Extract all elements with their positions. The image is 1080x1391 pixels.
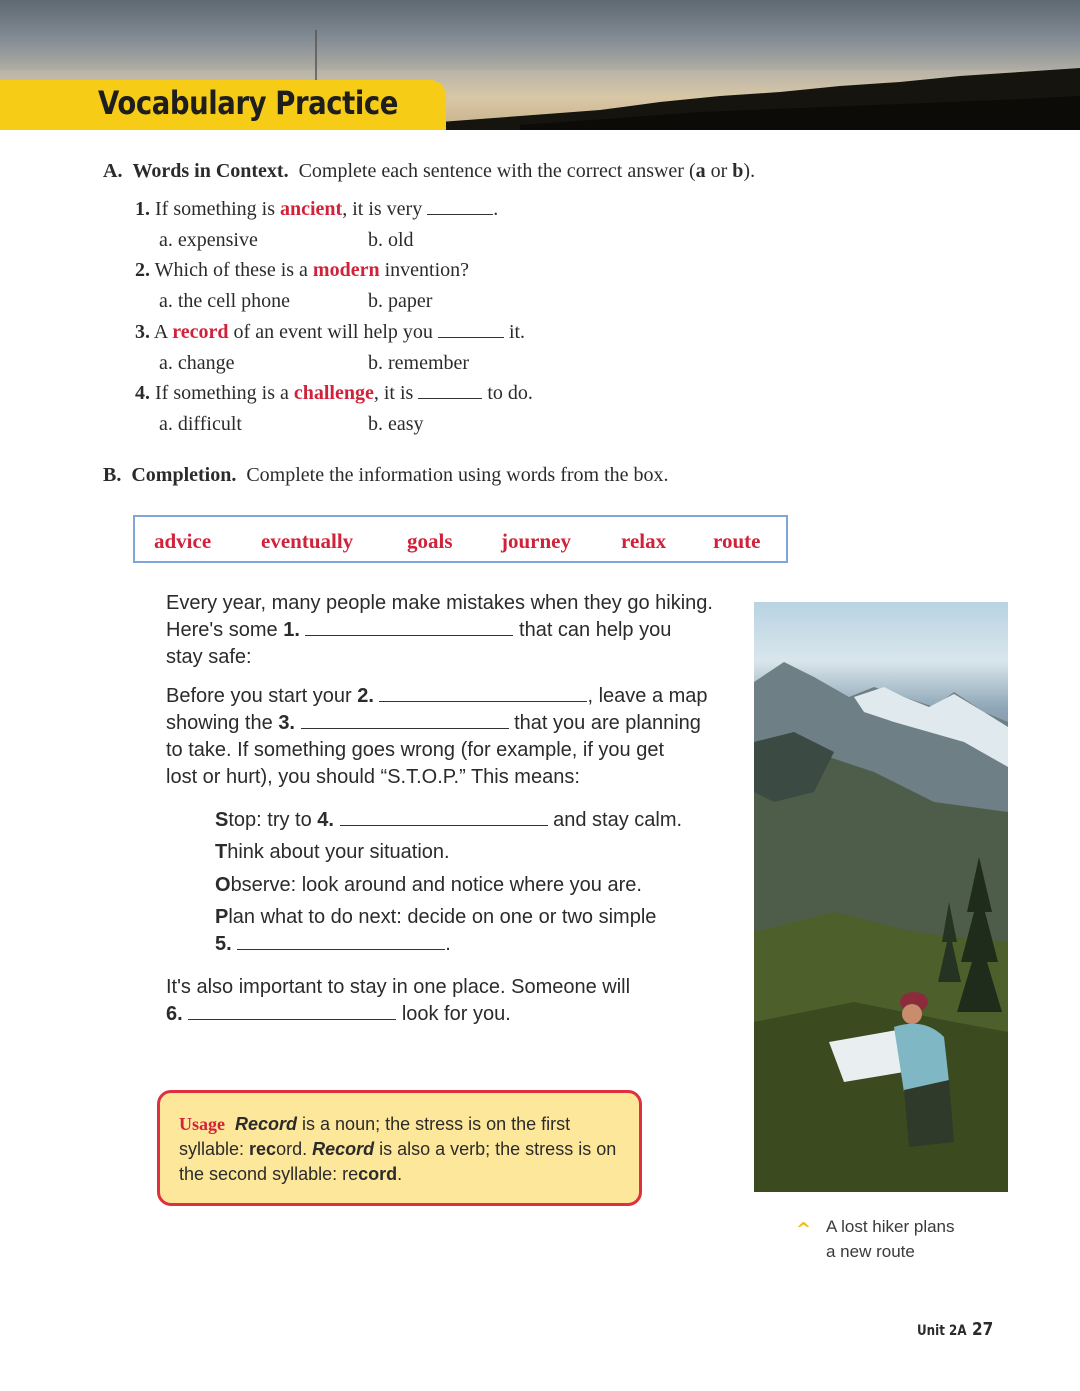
step-text: .: [445, 933, 451, 955]
section-b-heading: Completion.: [131, 464, 237, 486]
usage-line-3: [179, 1164, 402, 1185]
option-a: a. expensive: [159, 229, 258, 251]
step-text: and stay calm.: [553, 809, 683, 831]
passage-text: , leave a map: [587, 685, 708, 707]
caret-up-icon: ^: [796, 1219, 812, 1240]
vocab-word: modern: [312, 259, 380, 281]
question-number: 3.: [135, 321, 150, 343]
passage-text: showing the: [166, 712, 273, 734]
passage-line: [166, 685, 708, 708]
stop-step-think: [215, 841, 450, 864]
answer-blank: [188, 1019, 396, 1020]
step-text: top: try to: [228, 809, 312, 831]
vocab-word: challenge: [293, 382, 374, 404]
step-letter: P: [215, 906, 229, 928]
step-text: hink about your situation.: [227, 841, 450, 863]
passage-line: It's also important to stay in one place. Someone will: [166, 976, 631, 998]
step-text: bserve: look around and notice where you are.: [230, 874, 642, 896]
usage-label: Usage: [179, 1114, 225, 1134]
blank-number: 5.: [215, 933, 232, 955]
answer-blank: [340, 825, 548, 826]
passage-text: Before you start your: [166, 685, 352, 707]
word-box-item: advice: [154, 529, 212, 553]
answer-blank: [301, 728, 509, 729]
question-text: , it is very: [342, 198, 423, 220]
answer-blank: [427, 214, 493, 215]
passage-line: lost or hurt), you should “S.T.O.P.” This means:: [166, 766, 580, 788]
photo-caption-line-1: A lost hiker plans: [826, 1217, 955, 1236]
stop-step-plan-cont: [215, 933, 451, 956]
usage-text: is a noun; the stress is on the first: [297, 1114, 571, 1134]
word-box-item: route: [713, 529, 761, 553]
blank-number: 6.: [166, 1003, 183, 1025]
question-text: of an event will help you: [233, 321, 433, 343]
question-number: 1.: [135, 198, 150, 220]
usage-word: Record: [235, 1114, 298, 1134]
option-b: b. remember: [368, 352, 470, 374]
page-number: 27: [972, 1319, 994, 1340]
question-text: Which of these is a: [154, 259, 308, 281]
passage-text: Here's some: [166, 619, 278, 641]
page-title: Vocabulary Practice: [98, 84, 398, 122]
answer-blank: [379, 701, 587, 702]
section-a-instruction-pre: Complete each sentence with the correct answer (: [298, 160, 696, 182]
section-a-instruction-or: or: [705, 160, 733, 182]
answer-blank: [237, 949, 445, 950]
question-number: 4.: [135, 382, 150, 404]
step-text: lan what to do next: decide on one or two simple: [228, 906, 657, 928]
answer-blank: [418, 398, 482, 399]
option-a: a. difficult: [159, 413, 242, 435]
usage-text: is also a verb; the stress is on: [374, 1139, 617, 1159]
word-box-item: journey: [501, 529, 571, 553]
step-letter: S: [215, 809, 229, 831]
usage-stress: rec: [249, 1139, 277, 1159]
blank-number: 1.: [283, 619, 300, 641]
passage-line: stay safe:: [166, 646, 252, 668]
stop-step-plan: [215, 906, 656, 929]
question-text: If something is a: [155, 382, 289, 404]
usage-text: the second syllable: re: [179, 1164, 359, 1184]
footer-unit-label: Unit 2A: [917, 1323, 967, 1339]
answer-blank: [305, 635, 513, 636]
step-letter: O: [215, 874, 231, 896]
question-text: A: [153, 321, 168, 343]
word-box-item: eventually: [261, 529, 354, 553]
passage-line: to take. If something goes wrong (for example, if you get: [166, 739, 665, 761]
question-1: [135, 198, 498, 221]
question-2: [135, 259, 469, 282]
section-a-instructions: [103, 160, 755, 183]
option-a: a. the cell phone: [159, 290, 291, 312]
stop-step-stop: [215, 809, 682, 832]
passage-line: Every year, many people make mistakes when they go hiking.: [166, 592, 713, 614]
usage-text: syllable:: [179, 1139, 250, 1159]
usage-line-2: [179, 1139, 616, 1160]
question-text: , it is: [373, 382, 414, 404]
photo-caption-line-2: a new route: [826, 1242, 915, 1261]
usage-text: .: [397, 1164, 403, 1184]
question-end: to do.: [487, 382, 533, 404]
blank-number: 4.: [317, 809, 334, 831]
option-b: b. paper: [368, 290, 433, 312]
hiker-photo: [754, 602, 1008, 1192]
section-a-letter: A.: [103, 160, 123, 182]
step-letter: T: [215, 841, 228, 863]
mountain-illustration: [754, 602, 1008, 1192]
word-box: [133, 515, 788, 563]
question-number: 2.: [135, 259, 150, 281]
section-a-instruction-a: a: [695, 160, 706, 182]
question-3: [135, 321, 525, 344]
section-b-instructions: [103, 464, 669, 487]
section-b-letter: B.: [103, 464, 122, 486]
passage-line: [166, 712, 701, 735]
blank-number: 2.: [357, 685, 374, 707]
option-b: b. old: [368, 229, 414, 251]
question-text: If something is: [155, 198, 275, 220]
passage-line: [166, 1003, 511, 1026]
passage-line: [166, 619, 671, 642]
word-box-item: goals: [407, 529, 453, 553]
usage-line-1: [179, 1114, 570, 1135]
passage-text: that can help you: [519, 619, 672, 641]
question-4: [135, 382, 533, 405]
usage-note-box: [157, 1090, 642, 1206]
passage-text: that you are planning: [514, 712, 701, 734]
question-end: it.: [508, 321, 526, 343]
section-a-instruction-b: b: [732, 160, 744, 182]
option-a: a. change: [159, 352, 235, 374]
vocab-word: record: [172, 321, 229, 343]
usage-stress: cord: [358, 1164, 398, 1184]
section-a-instruction-post: ).: [743, 160, 756, 182]
stop-step-observe: [215, 874, 642, 897]
section-b-instruction: Complete the information using words from the box.: [246, 464, 669, 486]
word-box-item: relax: [621, 529, 667, 553]
blank-number: 3.: [278, 712, 295, 734]
passage-text: look for you.: [401, 1003, 511, 1025]
option-b: b. easy: [368, 413, 424, 435]
question-text: invention?: [384, 259, 470, 281]
usage-text: ord.: [276, 1139, 313, 1159]
question-end: .: [493, 198, 499, 220]
vocab-word: ancient: [280, 198, 343, 220]
section-a-heading: Words in Context.: [132, 160, 289, 182]
usage-word: Record: [312, 1139, 375, 1159]
answer-blank: [438, 337, 504, 338]
